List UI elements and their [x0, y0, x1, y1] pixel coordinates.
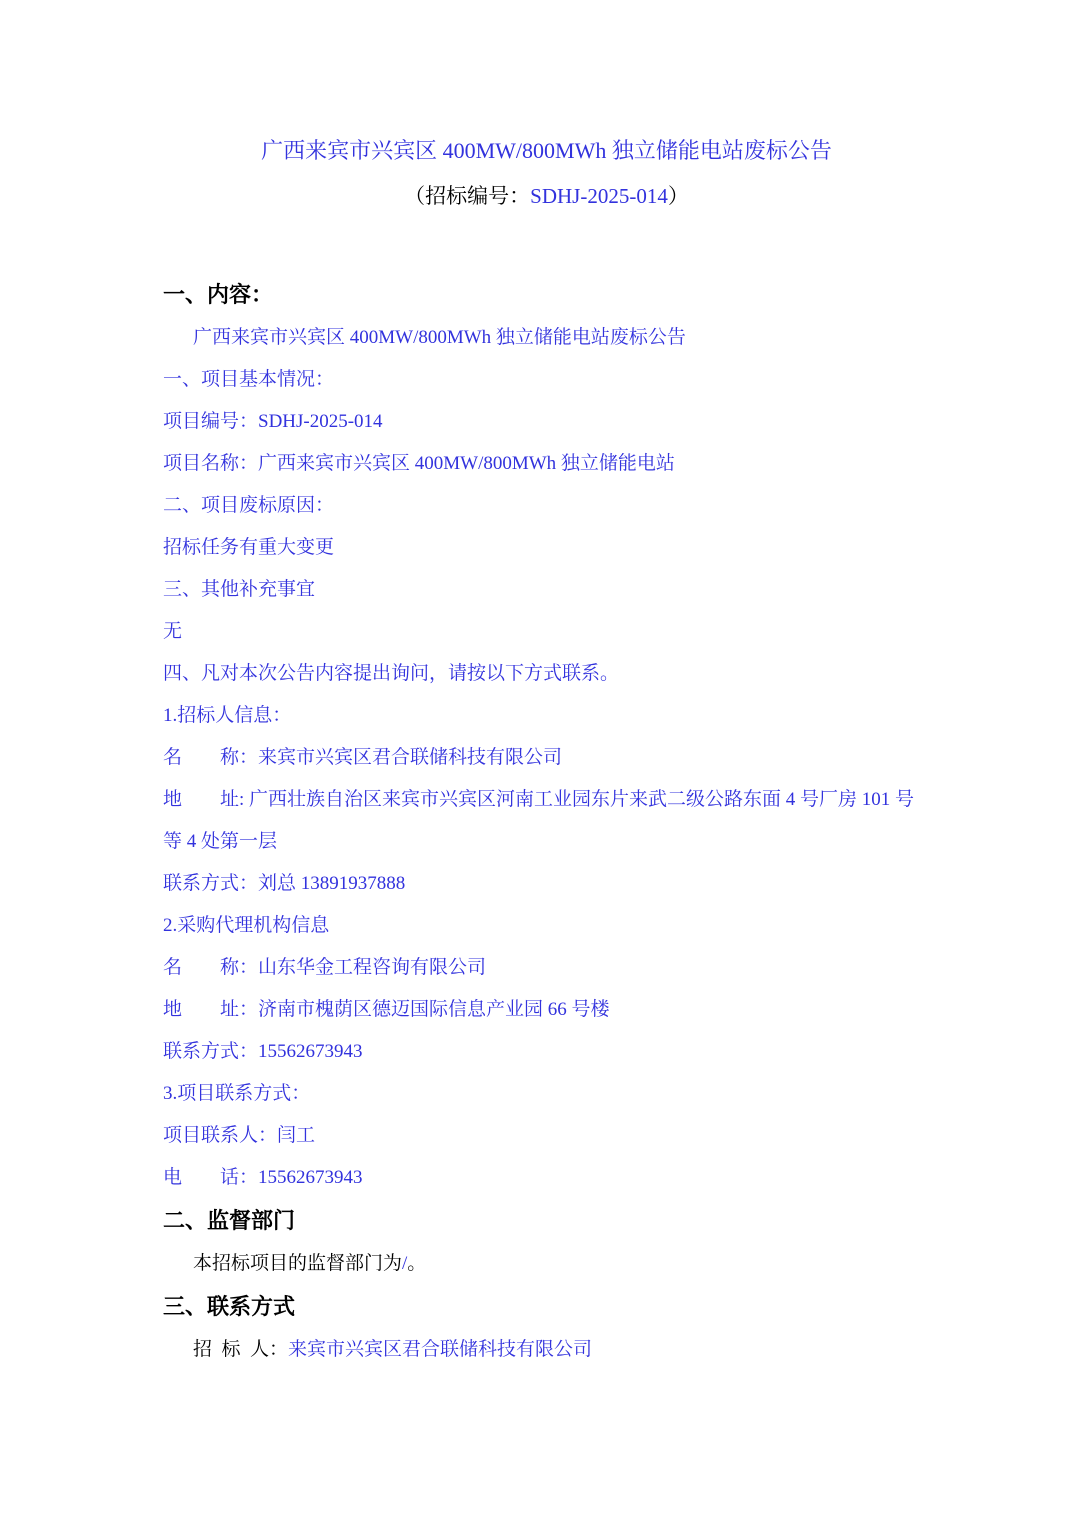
- content-line: 项目联系人：闫工: [163, 1125, 316, 1146]
- content-line: 2.采购代理机构信息: [163, 915, 330, 936]
- document-title: 广西来宾市兴宾区 400MW/800MWh 独立储能电站废标公告: [261, 138, 832, 163]
- content-line: 项目名称：广西来宾市兴宾区 400MW/800MWh 独立储能电站: [163, 453, 675, 474]
- content-line: 联系方式：15562673943: [163, 1041, 363, 1062]
- subtitle-prefix: （招标编号：: [404, 184, 531, 208]
- subtitle-suffix: ）: [667, 184, 689, 208]
- section-heading-contact: 三、联系方式: [163, 1294, 296, 1319]
- content-line: 地 址：济南市槐荫区德迈国际信息产业园 66 号楼: [163, 999, 610, 1020]
- content-line: 招标任务有重大变更: [163, 537, 335, 558]
- supervision-period: 。: [407, 1253, 427, 1274]
- content-line: 项目编号：SDHJ-2025-014: [163, 411, 383, 432]
- section-heading-supervision: 二、监督部门: [163, 1208, 296, 1233]
- supervision-value: /: [402, 1253, 408, 1274]
- content-line: 名 称：来宾市兴宾区君合联储科技有限公司: [163, 747, 563, 768]
- content-line: 3.项目联系方式：: [163, 1083, 311, 1104]
- tenderer-label: 招 标 人：: [193, 1339, 289, 1360]
- content-line: 名 称：山东华金工程咨询有限公司: [163, 957, 487, 978]
- content-line: 无: [163, 621, 183, 642]
- supervision-text: 本招标项目的监督部门为: [193, 1253, 403, 1274]
- content-line: 广西来宾市兴宾区 400MW/800MWh 独立储能电站废标公告: [193, 327, 686, 348]
- content-line: 等 4 处第一层: [163, 831, 278, 852]
- content-line: 电 话：15562673943: [163, 1167, 363, 1188]
- content-line: 一、项目基本情况：: [163, 369, 335, 390]
- section-heading-content: 一、内容：: [163, 282, 274, 307]
- tender-number: SDHJ-2025-014: [530, 184, 668, 208]
- content-line: 四、凡对本次公告内容提出询问，请按以下方式联系。: [163, 663, 620, 684]
- content-line: 三、其他补充事宜: [163, 579, 316, 600]
- content-line: 1.招标人信息：: [163, 705, 292, 726]
- content-line: 二、项目废标原因：: [163, 495, 335, 516]
- content-line: 联系方式：刘总 13891937888: [163, 873, 406, 894]
- tenderer-line: [163, 1339, 930, 1361]
- tenderer-name: 来宾市兴宾区君合联储科技有限公司: [288, 1339, 593, 1360]
- document-subtitle: [163, 184, 930, 208]
- supervision-line: [163, 1253, 930, 1275]
- content-line: 地 址: 广西壮族自治区来宾市兴宾区河南工业园东片来武二级公路东面 4 号厂房 101 号: [163, 789, 915, 810]
